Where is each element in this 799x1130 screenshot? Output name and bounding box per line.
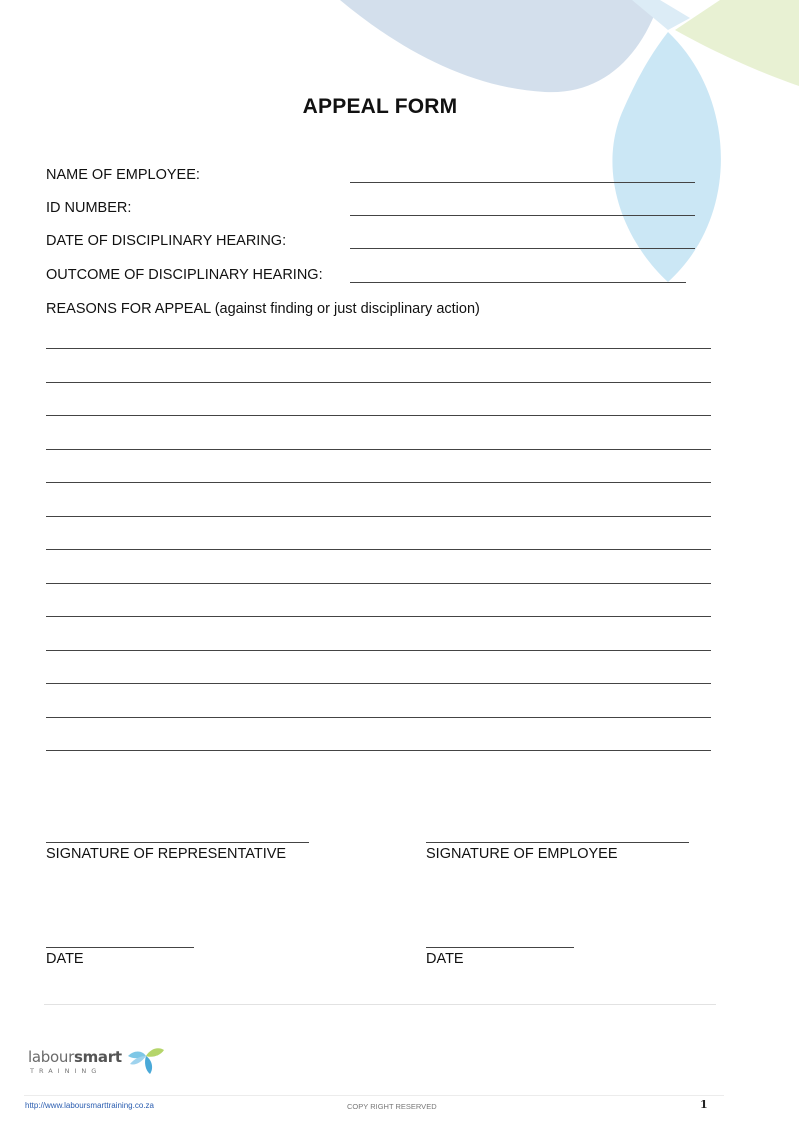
reason-line[interactable] [46, 516, 711, 517]
logo-subtitle: TRAINING [30, 1067, 102, 1075]
leaf-blue-shape [612, 32, 720, 282]
representative-date-label: DATE [46, 951, 84, 967]
reason-line[interactable] [46, 583, 711, 584]
date-of-hearing-label: DATE OF DISCIPLINARY HEARING: [46, 233, 287, 249]
reason-line[interactable] [46, 549, 711, 550]
pinwheel-icon [124, 1044, 168, 1078]
leaf-lightblue-shape [632, 0, 690, 30]
name-of-employee-label: NAME OF EMPLOYEE: [46, 167, 200, 183]
employee-signature-label: SIGNATURE OF EMPLOYEE [426, 846, 618, 862]
page-title: APPEAL FORM [302, 95, 458, 118]
date-of-hearing-field[interactable] [350, 248, 695, 249]
reason-line[interactable] [46, 616, 711, 617]
employee-signature-field[interactable] [426, 842, 689, 843]
company-logo [28, 1042, 178, 1082]
representative-signature-label: SIGNATURE OF REPRESENTATIVE [46, 846, 287, 862]
representative-signature-field[interactable] [46, 842, 309, 843]
reason-line[interactable] [46, 382, 711, 383]
reasons-label: REASONS FOR APPEAL [46, 301, 211, 317]
employee-date-label: DATE [426, 951, 464, 967]
reason-line[interactable] [46, 449, 711, 450]
reasons-heading [46, 301, 480, 317]
outcome-of-hearing-label: OUTCOME OF DISCIPLINARY HEARING: [46, 267, 323, 283]
website-link[interactable]: http://www.laboursmarttraining.co.za [25, 1101, 154, 1110]
page-number: 1 [700, 1098, 708, 1111]
reason-line[interactable] [46, 683, 711, 684]
reason-line[interactable] [46, 348, 711, 349]
reasons-note: (against finding or just disciplinary action) [214, 301, 480, 317]
reason-line[interactable] [46, 717, 711, 718]
reason-line[interactable] [46, 415, 711, 416]
name-of-employee-field[interactable] [350, 182, 695, 183]
reason-line[interactable] [46, 650, 711, 651]
employee-date-field[interactable] [426, 947, 574, 948]
id-number-label: ID NUMBER: [46, 200, 132, 216]
reason-line[interactable] [46, 482, 711, 483]
leaf-steel-shape [340, 0, 660, 92]
footer-divider [44, 1004, 716, 1005]
representative-date-field[interactable] [46, 947, 194, 948]
id-number-field[interactable] [350, 215, 695, 216]
reason-line[interactable] [46, 750, 711, 751]
outcome-of-hearing-field[interactable] [350, 282, 686, 283]
copyright-notice: COPY RIGHT RESERVED [347, 1102, 437, 1111]
footer-bottom-divider [24, 1095, 724, 1096]
logo-wordmark: laboursmart [28, 1048, 122, 1066]
leaf-green-shape [675, 0, 799, 86]
